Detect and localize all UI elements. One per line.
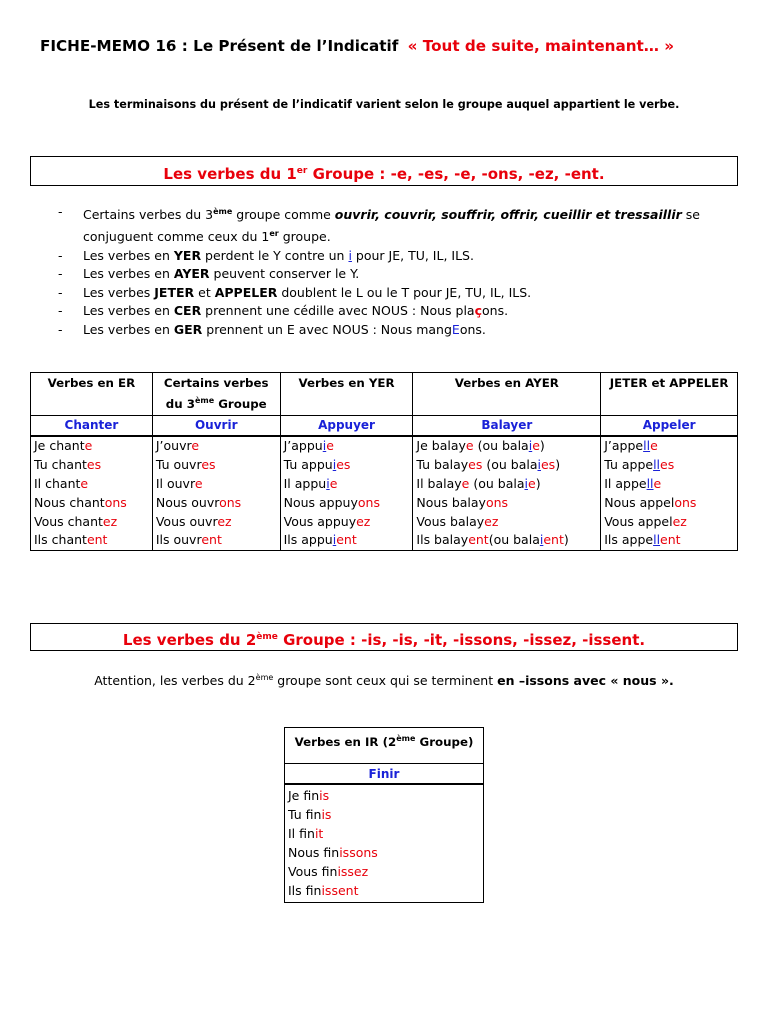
rule-text: Les verbes en [83,321,174,337]
note-text: groupe sont ceux qui se terminent [273,673,498,689]
form-stem: Je chant [34,437,85,453]
form-ending: es [468,456,483,472]
conjugated-form [34,531,149,550]
col-header-text: Certains verbes du 3 [163,376,269,411]
form-change: i [326,475,330,491]
form-stem: Il appu [283,475,327,491]
note-emphasis: en –issons avec « nous ». [497,673,674,689]
form-stem: Nous appuy [283,494,358,510]
conjugated-form [604,475,734,494]
form-ending: ons [674,494,697,510]
rule-item [58,247,738,266]
conjugated-form [284,456,410,475]
rule-text: Les verbes en [83,266,174,282]
group2-note [0,673,768,688]
form-ending: es [86,456,102,472]
form-stem: J’appu [283,437,323,453]
col-header [285,728,484,764]
form-stem: Ils appu [283,532,333,548]
form-ending: e [80,475,89,491]
group1-heading-sup: er [296,166,308,176]
infinitive-cell: Finir [285,764,484,785]
rule-keyword: CER [173,303,202,319]
group2-table [284,727,484,903]
group2-heading-a: Les verbes du 2 [122,631,257,649]
form-stem: Il fin [288,825,315,841]
form-change: i [322,437,327,453]
form-ending: ons [485,494,509,510]
rule-text: peuvent conserver le Y. [209,266,360,282]
conjugated-form [604,531,734,550]
form-ending: ent [543,532,564,548]
form-stem: Vous balay [416,513,485,529]
conjugated-form [604,494,734,513]
note-text: Attention, les verbes du 2 [94,673,256,689]
form-paren: ) [539,437,545,453]
conjugated-form [288,844,480,863]
form-ending: e [650,437,658,453]
conjugated-form [288,825,480,844]
rule-text: se conjuguent comme ceux du 1 [83,207,700,244]
group2-heading-sup: ème [256,632,278,642]
form-stem: Ils ouvr [155,532,202,548]
conjugated-form [416,437,597,456]
rule-text: groupe. [278,228,331,244]
form-stem: Vous appuy [283,513,357,529]
conjugated-form [156,456,277,475]
conjugated-form [288,806,480,825]
forms-row [31,436,738,551]
form-alt-stem: (ou bala [469,475,525,491]
conjugated-form [156,475,277,494]
conjugated-form [156,437,277,456]
col-header-text: Groupe [214,396,267,411]
form-ending: is [321,806,332,822]
conjugated-form [34,513,149,532]
conjugated-form [416,494,597,513]
conjugated-form [284,437,410,456]
form-paren: ) [535,475,541,491]
form-ending: e [527,475,536,491]
form-stem: Il ouvr [155,475,195,491]
conjugated-form [604,456,734,475]
conjugated-form [34,475,149,494]
form-ending: ez [356,513,371,529]
form-double-letter: ll [643,437,651,453]
title-tagline: « Tout de suite, maintenant… » [407,37,675,55]
group1-heading-a: Les verbes du 1 [163,165,297,183]
rule-item [58,203,738,247]
forms-cell [152,436,280,551]
form-stem: Nous appel [604,494,675,510]
form-stem: Tu chant [34,456,87,472]
rule-text: prennent un E avec NOUS : Nous mang [202,321,452,337]
form-alt-stem: (ou bala [482,456,538,472]
form-stem: Ils fin [288,882,322,898]
form-ending: ons [219,494,242,510]
form-ending: ons [357,494,380,510]
rule-sup: er [269,228,279,238]
conjugated-form [156,531,277,550]
forms-row [285,784,484,903]
form-ending: ent [468,532,489,548]
form-stem: Tu fin [288,806,322,822]
infinitive-cell: Appuyer [280,415,413,436]
form-stem: Je fin [288,788,320,803]
form-stem: Nous chant [34,494,105,510]
rule-verbs: ouvrir, couvrir, souffrir, offrir, cueillir et tressaillir [334,207,682,223]
form-stem: J’ouvr [155,437,192,453]
rule-keyword: JETER [154,284,195,300]
group2-heading [30,623,738,651]
form-change: i [332,456,337,472]
rule-text: pour JE, TU, IL, ILS. [351,247,474,263]
form-ending: e [532,437,540,453]
conjugated-form [288,787,480,806]
group1-table [30,372,738,551]
form-ending: e [194,475,203,491]
form-ending: e [326,437,334,453]
form-ending: ez [217,513,232,529]
form-stem: Tu appe [604,456,654,472]
rule-highlight: ç [474,303,483,319]
form-stem: J’appe [604,437,644,453]
forms-cell [280,436,413,551]
form-stem: Nous fin [288,844,340,860]
form-ending: ent [660,532,681,548]
form-ending: e [191,437,200,453]
form-ending: issez [337,863,369,879]
rule-item [58,321,738,340]
rule-text: prennent une cédille avec NOUS : Nous pla [201,303,475,319]
form-ending: ent [86,532,108,548]
rules-list [58,203,738,339]
rule-keyword: AYER [173,266,210,282]
form-ending: ent [201,532,222,548]
form-stem: Nous ouvr [155,494,220,510]
conjugated-form [416,513,597,532]
forms-cell [601,436,738,551]
rule-item [58,302,738,321]
infinitive-cell: Chanter [31,415,153,436]
rule-keyword: YER [173,247,202,263]
form-ending: es [660,456,675,472]
col-header [152,373,280,416]
form-ending: ons [104,494,127,510]
form-stem: Ils balay [416,532,469,548]
conjugated-form [34,437,149,456]
col-header: Verbes en YER [280,373,413,416]
rule-text: perdent le Y contre un [201,247,349,263]
form-alt-stem: (ou bala [488,532,540,548]
conjugated-form [156,513,277,532]
col-header: JETER et APPELER [601,373,738,416]
forms-cell [285,784,484,903]
rule-keyword: GER [173,321,203,337]
form-ending: ez [672,513,687,529]
form-change: i [539,532,544,548]
conjugated-form [288,863,480,882]
form-change: i [537,456,541,472]
group1-heading-b: Groupe : -e, -es, -e, -ons, -ez, -ent. [307,165,605,183]
form-ending: e [465,437,474,453]
form-ending: issent [321,882,359,898]
conjugated-form [284,494,410,513]
rule-text: Les verbes [83,284,155,300]
conjugated-form [416,531,597,550]
rule-text: Les verbes en [83,303,174,319]
group1-heading [30,156,738,186]
conjugated-form [284,531,410,550]
table-header-row [31,373,738,416]
form-stem: Vous ouvr [155,513,218,529]
form-stem: Je balay [416,437,466,453]
form-ending: ent [336,532,357,548]
rule-highlight: E [451,321,460,337]
form-stem: Il chant [34,475,81,491]
form-stem: Ils appe [604,532,654,548]
rule-item [58,284,738,303]
conjugated-form [34,456,149,475]
rule-text: groupe comme [232,207,335,223]
form-double-letter: ll [653,532,661,548]
form-ending: es [201,456,216,472]
col-header-text: Verbes en IR (2 [294,734,397,749]
infinitive-cell: Balayer [413,415,601,436]
infinitive-row [31,415,738,436]
form-alt-stem: (ou bala [473,437,529,453]
form-stem: Tu ouvr [155,456,202,472]
form-stem: Ils chant [34,532,87,548]
conjugated-form [284,475,410,494]
form-stem: Tu appu [283,456,333,472]
rule-text: doublent le L ou le T pour JE, TU, IL, ILS. [277,284,532,300]
forms-cell [413,436,601,551]
form-stem: Il appe [604,475,647,491]
conjugated-form [288,882,480,901]
form-stem: Il balay [416,475,462,491]
form-change: i [524,475,528,491]
form-ending: e [84,437,93,453]
form-ending: it [314,825,324,841]
form-ending: es [540,456,556,472]
col-header-sup: ème [396,734,416,743]
conjugated-form [284,513,410,532]
conjugated-form [416,475,597,494]
rule-sup: ème [213,207,233,216]
form-ending: ez [484,513,499,529]
form-double-letter: ll [653,456,661,472]
form-ending: e [653,475,662,491]
rule-text: Les verbes en [83,247,174,263]
form-ending: is [319,788,330,803]
rule-text: ons. [459,321,486,337]
form-ending: es [336,456,351,472]
form-ending: e [329,475,338,491]
rule-text: Certains verbes du 3 [83,207,214,223]
form-paren: ) [555,456,561,472]
infinitive-cell: Appeler [601,415,738,436]
form-change: i [528,437,533,453]
table-header-row [285,728,484,764]
rule-keyword: APPELER [214,284,278,300]
note-sup: ème [255,673,274,682]
conjugated-form [604,437,734,456]
group2-heading-b: Groupe : -is, -is, -it, -issons, -issez, -issent. [277,631,646,649]
col-header: Verbes en AYER [413,373,601,416]
form-stem: Tu balay [416,456,469,472]
conjugated-form [416,456,597,475]
col-header-text: Groupe) [415,734,474,749]
rule-item [58,265,738,284]
rule-highlight: i [348,247,352,263]
form-stem: Vous fin [288,863,338,879]
rule-text: ons. [482,303,509,319]
form-stem: Vous appel [604,513,673,529]
col-header-sup: ème [194,396,215,405]
page-title [40,37,674,55]
conjugated-form [604,513,734,532]
conjugated-form [34,494,149,513]
form-double-letter: ll [646,475,654,491]
infinitive-cell: Ouvrir [152,415,280,436]
title-main: FICHE-MEMO 16 : Le Présent de l’Indicatif [40,37,399,55]
form-stem: Nous balay [416,494,486,510]
intro-text: Les terminaisons du présent de l’indicatif varient selon le groupe auquel appartient le verbe. [88,98,680,111]
form-stem: Vous chant [34,513,103,529]
conjugated-form [156,494,277,513]
form-ending: e [461,475,470,491]
form-ending: ez [102,513,118,529]
forms-cell [31,436,153,551]
form-ending: issons [339,844,378,860]
form-paren: ) [563,532,569,548]
form-change: i [332,532,337,548]
col-header: Verbes en ER [31,373,153,416]
rule-text: et [194,284,215,300]
infinitive-row [285,764,484,785]
